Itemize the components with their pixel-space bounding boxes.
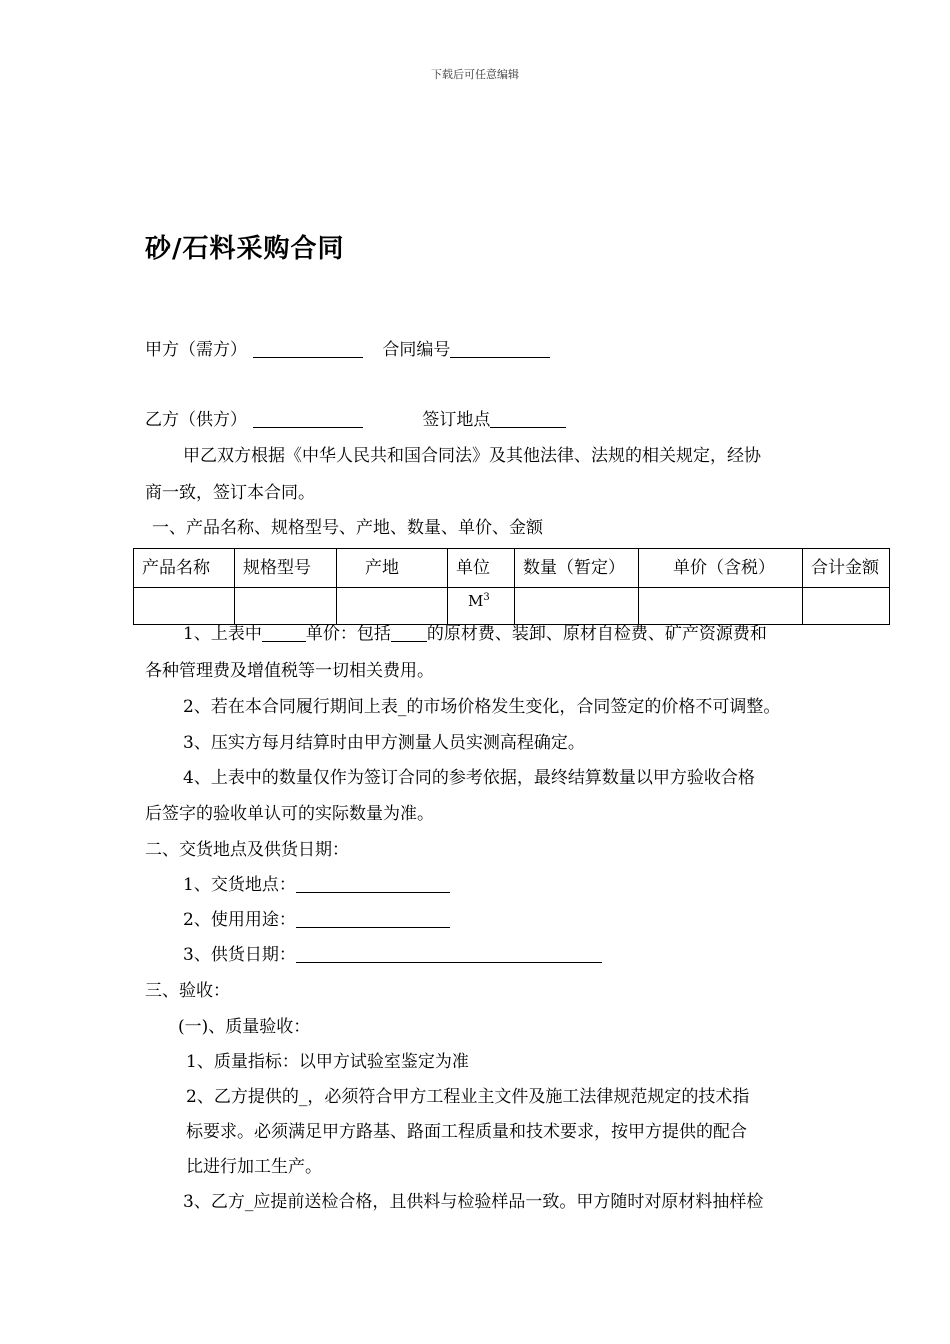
th-total-amount: 合计金额 xyxy=(803,549,890,588)
section-2-heading: 二、交货地点及供货日期： xyxy=(145,840,349,860)
clause-1-blank-2[interactable] xyxy=(391,625,427,642)
quality-2: 2、乙方提供的_，必须符合甲方工程业主文件及施工法律规范规定的技术指 xyxy=(186,1087,750,1107)
clause-3: 3、压实方每月结算时由甲方测量人员实测高程确定。 xyxy=(183,733,585,753)
table-row xyxy=(134,588,890,625)
intro-line-2: 商一致，签订本合同。 xyxy=(145,483,315,503)
delivery-place-label: 1、交货地点： xyxy=(183,875,296,895)
section-1-heading: 一、产品名称、规格型号、产地、数量、单价、金额 xyxy=(152,518,543,538)
clause-1-a: 1、上表中 xyxy=(183,624,262,644)
quality-2-cont-1: 标要求。必须满足甲方路基、路面工程质量和技术要求，按甲方提供的配合 xyxy=(186,1122,747,1142)
clause-4: 4、上表中的数量仅作为签订合同的参考依据，最终结算数量以甲方验收合格 xyxy=(183,768,755,788)
th-quantity: 数量（暂定） xyxy=(515,549,639,588)
supply-date-line xyxy=(183,944,602,966)
delivery-place-blank[interactable] xyxy=(296,876,450,893)
quality-3: 3、乙方_应提前送检合格，且供料与检验样品一致。甲方随时对原材料抽样检 xyxy=(183,1192,764,1212)
clause-1-b: 单价：包括 xyxy=(305,624,391,644)
product-table xyxy=(133,548,890,625)
clause-1-line xyxy=(183,623,767,645)
party-b-blank[interactable] xyxy=(253,411,363,428)
usage-label: 2、使用用途： xyxy=(183,910,296,930)
clause-1-blank-1[interactable] xyxy=(262,625,306,642)
clause-2: 2、若在本合同履行期间上表_的市场价格发生变化，合同签定的价格不可调整。 xyxy=(183,697,781,717)
th-spec-model: 规格型号 xyxy=(235,549,337,588)
cell-unit-price[interactable] xyxy=(639,588,803,625)
usage-blank[interactable] xyxy=(296,911,450,928)
party-b-line xyxy=(145,409,566,431)
quality-subheading: (一)、质量验收： xyxy=(178,1017,311,1037)
th-product-name: 产品名称 xyxy=(134,549,235,588)
contract-no-blank[interactable] xyxy=(450,341,550,358)
cell-product-name[interactable] xyxy=(134,588,235,625)
cell-unit xyxy=(448,588,515,625)
cell-total-amount[interactable] xyxy=(803,588,890,625)
header-note: 下载后可任意编辑 xyxy=(431,68,519,81)
supply-date-label: 3、供货日期： xyxy=(183,945,296,965)
party-b-label: 乙方（供方） xyxy=(145,410,247,430)
th-origin: 产地 xyxy=(337,549,448,588)
table-header-row xyxy=(134,549,890,588)
contract-title: 砂/石料采购合同 xyxy=(145,234,345,264)
contract-no-label: 合同编号 xyxy=(382,340,451,360)
sign-place-label: 签订地点 xyxy=(422,410,491,430)
clause-1-cont: 各种管理费及增值税等一切相关费用。 xyxy=(145,661,434,681)
cell-spec-model[interactable] xyxy=(235,588,337,625)
quality-2-cont-2: 比进行加工生产。 xyxy=(186,1157,322,1177)
sign-place-blank[interactable] xyxy=(490,411,566,428)
th-unit: 单位 xyxy=(448,549,515,588)
th-unit-price: 单价（含税） xyxy=(639,549,803,588)
unit-base: M xyxy=(468,592,484,610)
intro-line-1: 甲乙双方根据《中华人民共和国合同法》及其他法律、法规的相关规定，经协 xyxy=(183,446,761,466)
clause-4-cont: 后签字的验收单认可的实际数量为准。 xyxy=(145,804,434,824)
party-a-blank[interactable] xyxy=(253,341,363,358)
clause-1-c: 的原材费、装卸、原材自检费、矿产资源费和 xyxy=(426,624,767,644)
supply-date-blank[interactable] xyxy=(296,946,602,963)
usage-line xyxy=(183,909,450,931)
cell-quantity[interactable] xyxy=(515,588,639,625)
cell-origin[interactable] xyxy=(337,588,448,625)
unit-sup: 3 xyxy=(483,592,490,603)
party-a-line xyxy=(145,339,550,361)
section-3-heading: 三、验收： xyxy=(145,981,230,1001)
quality-1: 1、质量指标：以甲方试验室鉴定为准 xyxy=(186,1052,469,1072)
delivery-place-line xyxy=(183,874,450,896)
party-a-label: 甲方（需方） xyxy=(145,340,247,360)
